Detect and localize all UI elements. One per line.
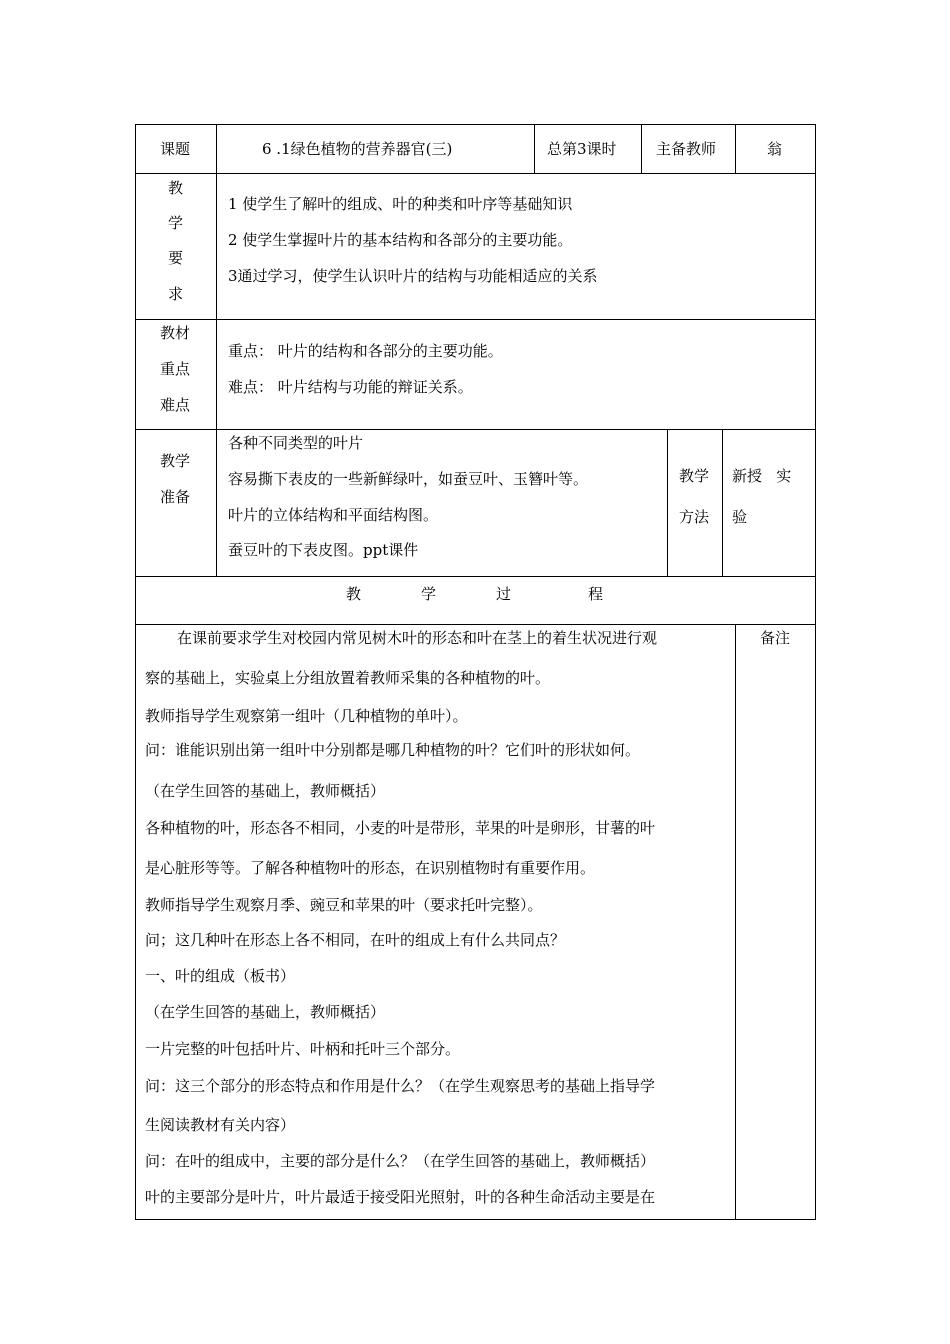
process-line: 问：在叶的组成中，主要的部分是什么？（在学生回答的基础上，教师概括）	[145, 1152, 656, 1170]
method-value: 验	[732, 508, 748, 526]
key-points-label: 重点	[160, 360, 191, 378]
table-rule	[722, 429, 723, 576]
process-line: 察的基础上，实验桌上分组放置着教师采集的各种植物的叶。	[145, 669, 551, 687]
preparation-item: 容易撕下表皮的一些新鲜绿叶，如蚕豆叶、玉簪叶等。	[228, 470, 589, 488]
requirements-label-char: 学	[168, 214, 184, 232]
table-rule	[135, 319, 816, 320]
preparation-label: 教学	[160, 452, 191, 470]
preparation-item: 各种不同类型的叶片	[228, 434, 364, 452]
table-border-bottom	[135, 1219, 816, 1220]
table-rule	[667, 429, 668, 576]
process-line: 问：谁能识别出第一组叶中分别都是哪几种植物的叶？它们叶的形状如何。	[145, 741, 641, 759]
process-line: 教师指导学生观察月季、豌豆和苹果的叶（要求托叶完整）。	[145, 896, 543, 914]
table-rule	[135, 173, 816, 174]
preparation-item: 蚕豆叶的下表皮图。ppt课件	[228, 541, 419, 559]
requirements-label-char: 求	[168, 285, 184, 303]
remarks-label: 备注	[760, 629, 791, 647]
table-rule	[135, 624, 816, 625]
table-rule	[641, 124, 642, 173]
table-rule	[735, 624, 736, 1219]
table-rule	[216, 173, 217, 576]
difficult-point: 难点： 叶片结构与功能的辩证关系。	[228, 378, 473, 396]
method-label: 方法	[679, 508, 710, 526]
process-line: 一、叶的组成（板书）	[145, 967, 296, 985]
table-rule	[135, 429, 816, 430]
process-line: 生阅读教材有关内容）	[145, 1116, 296, 1134]
process-line: （在学生回答的基础上，教师概括）	[145, 1003, 386, 1021]
requirement-item: 3通过学习，使学生认识叶片的结构与功能相适应的关系	[228, 267, 598, 285]
key-points-label: 难点	[160, 396, 191, 414]
preparation-label: 准备	[160, 488, 191, 506]
requirement-item: 1 使学生了解叶的组成、叶的种类和叶序等基础知识	[228, 195, 573, 213]
process-line: 问；这几种叶在形态上各不相同，在叶的组成上有什么共同点？	[145, 931, 566, 949]
table-border-right	[815, 124, 816, 1220]
topic-value: 6 .1绿色植物的营养器官(三)	[262, 140, 453, 158]
requirement-item: 2 使学生掌握叶片的基本结构和各部分的主要功能。	[228, 231, 573, 249]
method-value: 新授 实	[732, 467, 792, 485]
table-border-left	[135, 124, 136, 1220]
process-line: 各种植物的叶，形态各不相同，小麦的叶是带形，苹果的叶是卵形，甘薯的叶	[145, 819, 656, 837]
process-title-char: 教	[346, 585, 362, 603]
preparation-item: 叶片的立体结构和平面结构图。	[228, 506, 439, 524]
process-line: 问：这三个部分的形态特点和作用是什么？（在学生观察思考的基础上指导学	[145, 1077, 656, 1095]
requirements-label-char: 教	[168, 179, 184, 197]
topic-label: 课题	[160, 140, 191, 158]
table-rule	[735, 124, 736, 173]
method-label: 教学	[679, 467, 710, 485]
process-line: （在学生回答的基础上，教师概括）	[145, 782, 386, 800]
table-border-top	[135, 124, 816, 125]
process-line: 教师指导学生观察第一组叶（几种植物的单叶）。	[145, 707, 468, 725]
process-line: 叶的主要部分是叶片，叶片最适于接受阳光照射，叶的各种生命活动主要是在	[145, 1188, 656, 1206]
process-line: 是心脏形等等。了解各种植物叶的形态，在识别植物时有重要作用。	[145, 859, 596, 877]
teacher-name: 翁	[767, 140, 783, 158]
key-points-label: 教材	[160, 324, 191, 342]
table-rule	[135, 576, 816, 577]
table-rule	[216, 124, 217, 173]
period-label: 总第3课时	[547, 140, 617, 158]
teacher-label: 主备教师	[656, 140, 717, 158]
process-line: 一片完整的叶包括叶片、叶柄和托叶三个部分。	[145, 1040, 461, 1058]
requirements-label-char: 要	[168, 249, 184, 267]
process-title-char: 程	[588, 585, 604, 603]
process-title-char: 学	[421, 585, 437, 603]
process-title-char: 过	[496, 585, 512, 603]
table-rule	[534, 124, 535, 173]
focus-point: 重点： 叶片的结构和各部分的主要功能。	[228, 342, 503, 360]
process-line: 在课前要求学生对校园内常见树木叶的形态和叶在茎上的着生状况进行观	[177, 629, 658, 647]
